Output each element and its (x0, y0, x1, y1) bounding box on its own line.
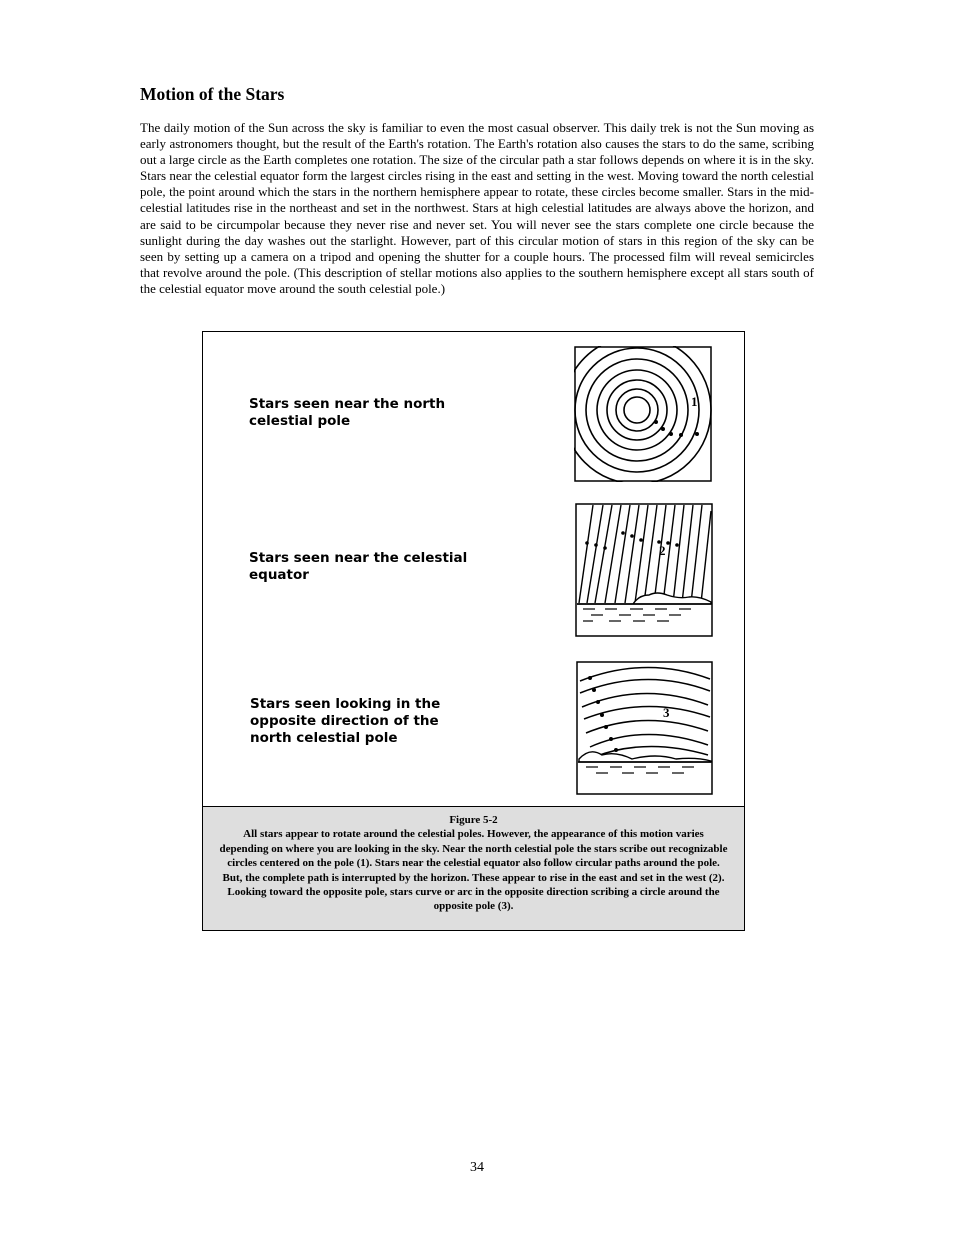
figure-panel (203, 332, 744, 806)
body-paragraph: The daily motion of the Sun across the sky is familiar to even the most casual observer. This daily trek is not the Sun moving as early astronomers thought, but the result of the Earth's rotation. The Earth's rotation also causes the stars to do the same, scribing out a large circle as the Earth completes one rotation. The size of the circular path a star follows depends on where it is in the sky. Stars near the celestial equator form the largest circles rising in the east and setting in the west. Moving toward the north celestial pole, the point around which the stars in the northern hemisphere appear to rotate, these circles become smaller. Stars in the mid-celestial latitudes rise in the northeast and set in the northwest. Stars at high celestial latitudes are always above the horizon, and are said to be circumpolar because they never rise and never set. You will never see the stars complete one circle because the sunlight during the day washes out the starlight. However, part of this circular motion of stars in this region of the sky can be seen by setting up a camera on a tripod and opening the shutter for a couple hours. The processed film will reveal semicircles that revolve around the pole. (This description of stellar motions also applies to the southern hemisphere except all stars south of the celestial equator move around the south celestial pole.) (140, 120, 814, 296)
figure-caption (203, 806, 744, 930)
figure-5-2 (202, 331, 745, 931)
caption-title: Figure 5-2 (449, 814, 498, 826)
page-number: 34 (470, 1160, 484, 1175)
circumpolar-trails-diagram (574, 346, 712, 482)
caption-text: All stars appear to rotate around the celestial poles. However, the appearance of this motion varies depending on where you are looking in the sky. Near the north celestial pole the stars scribe out recognizable circles centered on the pole (1). Stars near the celestial equator also follow circular paths around the pole. But, the complete path is interrupted by the horizon. These appear to rise in the east and set in the west (2). Looking toward the opposite pole, stars curve or arc in the opposite direction scribing a circle around the opposite pole (3). (219, 828, 728, 913)
panel-1-number: 1 (691, 394, 698, 409)
panel-3-label: Stars seen looking in the opposite direction of the north celestial pole (250, 696, 441, 746)
section-title: Motion of the Stars (140, 84, 285, 104)
panel-3-number: 3 (663, 705, 670, 720)
panel-2-label: Stars seen near the celestial equator (249, 550, 468, 583)
panel-2-number: 2 (659, 543, 666, 558)
equatorial-trails-diagram (575, 503, 713, 637)
panel-1-label: Stars seen near the north celestial pole (249, 396, 446, 429)
opposite-pole-arcs-diagram (576, 661, 713, 795)
